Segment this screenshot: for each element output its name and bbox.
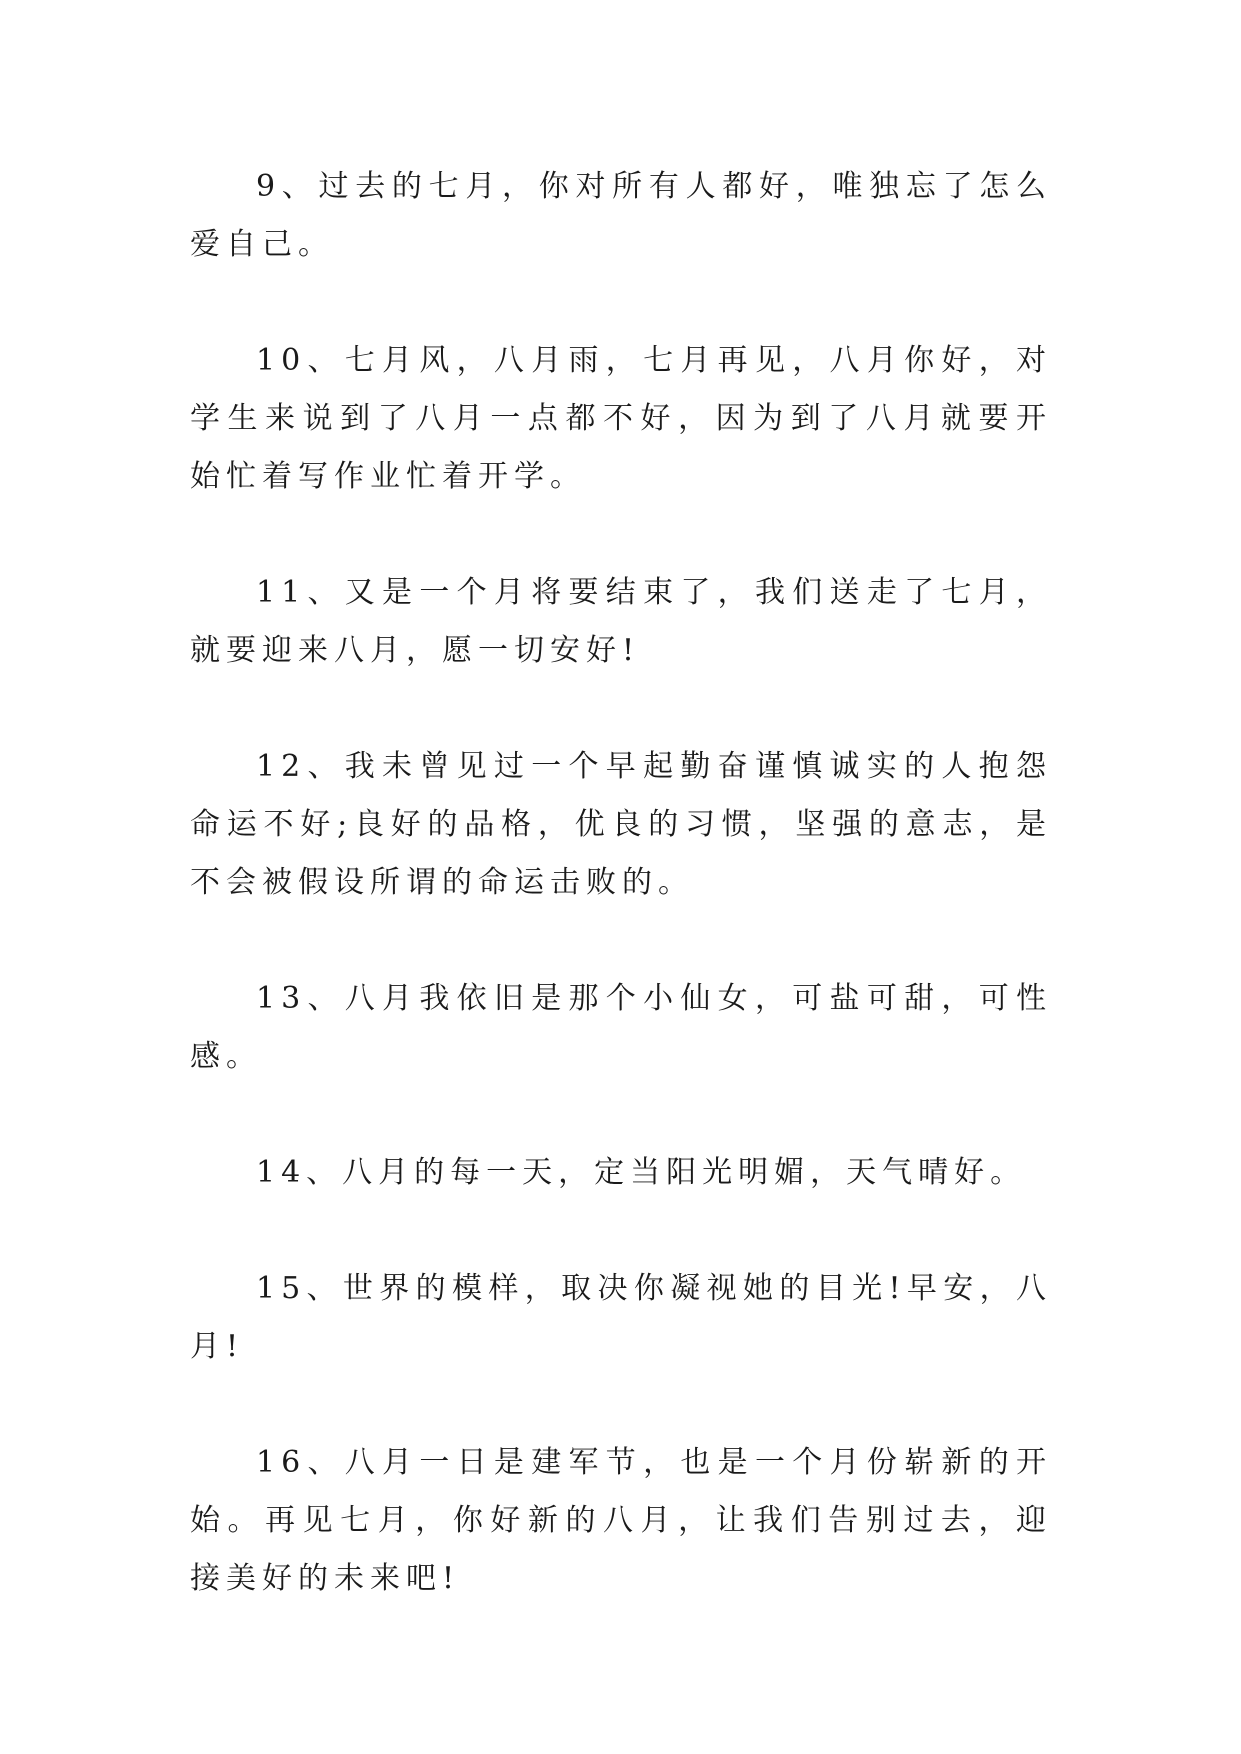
paragraph-13: 13、八月我依旧是那个小仙女，可盐可甜，可性感。 [190,981,1052,1074]
paragraph-12: 12、我未曾见过一个早起勤奋谨慎诚实的人抱怨命运不好;良好的品格，优良的习惯，坚强的意志，是不会被假设所谓的命运击败的。 [190,749,1052,900]
paragraph-10: 10、七月风，八月雨，七月再见，八月你好，对学生来说到了八月一点都不好，因为到了八月就要开始忙着写作业忙着开学。 [190,343,1052,494]
paragraph-9: 9、过去的七月，你对所有人都好，唯独忘了怎么爱自己。 [190,169,1052,262]
document-body [190,158,1052,1666]
paragraph-14: 14、八月的每一天，定当阳光明媚，天气晴好。 [256,1155,1027,1190]
paragraph-15: 15、世界的模样，取决你凝视她的目光!早安，八月! [190,1271,1052,1364]
paragraph-16: 16、八月一日是建军节，也是一个月份崭新的开始。再见七月，你好新的八月，让我们告别过去，迎接美好的未来吧! [190,1445,1052,1596]
paragraph-11: 11、又是一个月将要结束了，我们送走了七月，就要迎来八月，愿一切安好! [190,575,1052,668]
